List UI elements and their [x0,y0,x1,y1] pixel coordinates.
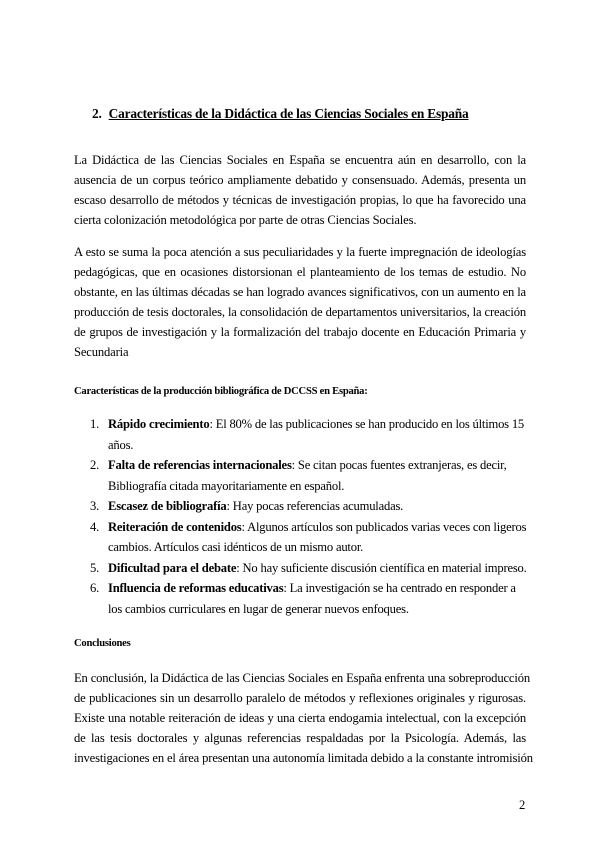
paragraph-line: de las tesis doctorales y algunas referencias respaldadas por la Psicología. Además, las [74,731,526,745]
paragraph-intro [74,150,526,230]
paragraph-line: En conclusión, la Didáctica de las Ciencias Sociales en España enfrenta una sobreproducción [74,671,530,685]
list-item-number: 4. [90,519,100,534]
list-item [74,496,534,517]
list-item-text: años. [108,437,134,452]
paragraph-line: cierta colonización metodológica por parte de otras Ciencias Sociales. [74,213,417,227]
paragraph-line: La Didáctica de las Ciencias Sociales en España se encuentra aún en desarrollo, con la [74,153,526,167]
list-item-text: : Se citan pocas fuentes extranjeras, es decir, [291,458,507,472]
list-item-text: : El 80% de las publicaciones se han producido en los últimos 15 [209,417,525,431]
list-item-number: 5. [90,560,100,575]
list-item-term: Escasez de bibliografía [108,499,227,513]
paragraph-line: de publicaciones sin un desarrollo paralelo de métodos y reflexiones originales y rigurosas. [74,691,526,705]
paragraph-line: de grupos de investigación y la formalización del trabajo docente en Educación Primaria y [74,325,526,339]
list-item [74,414,534,455]
list-item [74,517,534,558]
list-item-term: Dificultad para el debate [108,560,237,575]
list-item-text: : La investigación se ha centrado en responder a [283,581,516,595]
paragraph-line: escaso desarrollo de métodos y técnicas de investigación propias, lo que ha favorecido una [74,193,526,207]
paragraph-context [74,242,526,362]
paragraph-conclusion [74,668,533,768]
list-item [74,578,534,619]
paragraph-line: investigaciones en el área presentan una autonomía limitada debido a la constante intromisión [74,751,533,765]
list-item-number: 2. [90,458,100,472]
list-item-text: Bibliografía citada mayoritariamente en español. [108,478,345,493]
page-number: 2 [519,798,526,812]
list-item [74,558,534,579]
section-heading [92,106,469,122]
list-item-text: : No hay suficiente discusión científica en material impreso. [236,560,527,575]
list-item-term: Rápido crecimiento [108,417,210,431]
list-item-number: 1. [90,417,100,431]
list-item-number: 6. [90,581,100,595]
paragraph-line: producción de tesis doctorales, la consolidación de departamentos universitarios, la creación [74,305,526,319]
section-number: 2. [92,106,102,121]
subheading-bibliography: Características de la producción bibliográfica de DCCSS en España: [74,386,368,397]
paragraph-line: pedagógicas, que en ocasiones distorsionan el planteamiento de los temas de estudio. No [74,265,526,279]
list-item-term: Reiteración de contenidos [108,519,242,534]
list-item-term: Influencia de reformas educativas [108,581,284,595]
list-item-text: : Hay pocas referencias acumuladas. [226,499,404,513]
list-item-number: 3. [90,499,100,513]
paragraph-line: ausencia de un corpus teórico ampliamente debatido y consensuado. Además, presenta un [74,173,526,187]
list-item-text: los cambios curriculares en lugar de generar nuevos enfoques. [108,601,409,616]
characteristics-list [74,414,534,619]
list-item-text: cambios. Artículos casi idénticos de un mismo autor. [108,540,364,554]
conclusions-heading: Conclusiones [74,638,131,649]
paragraph-line: A esto se suma la poca atención a sus peculiaridades y la fuerte impregnación de ideologías [74,245,526,259]
list-item [74,455,534,496]
paragraph-line: obstante, en las últimas décadas se han logrado avances significativos, con un aumento en la [74,285,526,299]
paragraph-line: Secundaria [74,345,129,359]
section-title: Características de la Didáctica de las Ciencias Sociales en España [108,106,469,121]
list-item-text: : Algunos artículos son publicados varias veces con ligeros [241,519,527,534]
paragraph-line: Existe una notable reiteración de ideas y una cierta endogamia intelectual, con la excepción [74,711,526,725]
list-item-term: Falta de referencias internacionales [108,458,292,472]
